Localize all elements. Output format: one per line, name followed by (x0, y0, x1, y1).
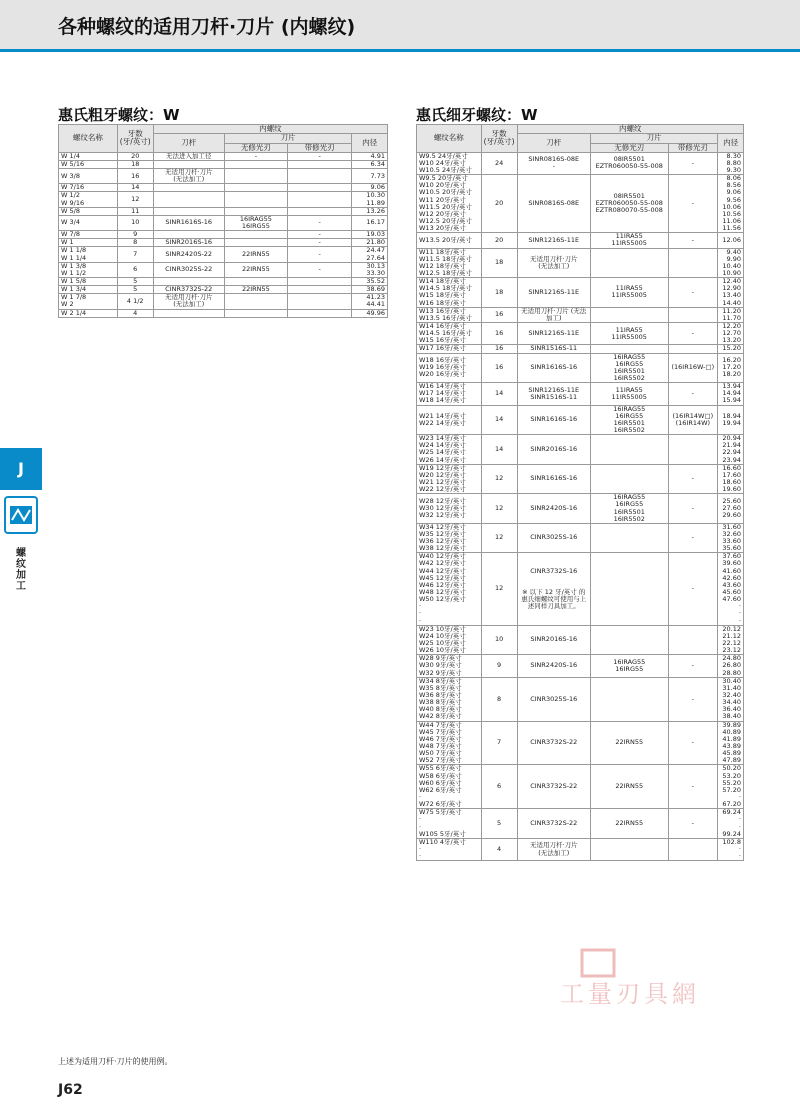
thread-name-cell: W 2 1/4 (59, 309, 118, 317)
tpi-cell: 16 (117, 169, 153, 184)
tpi-cell: 8 (117, 239, 153, 247)
table-row (59, 294, 388, 309)
wiper-cell (668, 345, 718, 353)
table-row (417, 322, 744, 344)
insert-cell: 11IRA55 11IR55005 (590, 233, 668, 248)
inner-dia-cell: 39.89 40.89 41.89 43.89 45.89 47.89 (718, 721, 744, 765)
table-row (417, 175, 744, 233)
tpi-cell: 5 (117, 286, 153, 294)
inner-dia-cell: 13.94 14.94 15.94 (718, 383, 744, 405)
table-row (417, 677, 744, 721)
wiper-cell: - (668, 322, 718, 344)
wiper-cell: - (668, 152, 718, 174)
tpi-cell: 7 (117, 247, 153, 262)
wiper-cell: - (668, 655, 718, 677)
table-row (417, 464, 744, 494)
table-row (417, 721, 744, 765)
thread-name-cell: W13.5 20牙/英寸 (417, 233, 482, 248)
table-row (417, 278, 744, 308)
thread-name-cell: W17 16牙/英寸 (417, 345, 482, 353)
table-row (417, 248, 744, 278)
tpi-cell: 20 (481, 175, 517, 233)
inner-dia-cell: 8.06 8.56 9.06 9.56 10.06 10.56 11.06 11.56 (718, 175, 744, 233)
insert-cell: 16IRAG55 16IRG55 16IR5501 16IR5502 (590, 353, 668, 383)
table-row (417, 838, 744, 860)
thread-name-cell: W 7/8 (59, 231, 118, 239)
holder-cell: CINR3732S-16 ※ 以下 12 牙/英寸 的惠氏细螺纹可使用与上述同样刀具加工。 (517, 553, 590, 625)
insert-cell: 22IRN55 (590, 721, 668, 765)
thread-name-cell: W 3/4 (59, 215, 118, 230)
table-row (417, 553, 744, 625)
wiper-cell: - (668, 233, 718, 248)
thread-name-cell: W 1/2 W 9/16 (59, 192, 118, 207)
insert-cell: 11IRA55 11IR55005 (590, 383, 668, 405)
table-row (417, 655, 744, 677)
wiper-cell (287, 278, 351, 286)
insert-cell: 22IRN55 (590, 809, 668, 839)
table-row (59, 184, 388, 192)
tpi-cell: 12 (481, 494, 517, 524)
thread-name-cell: W 1 1/8 W 1 1/4 (59, 247, 118, 262)
tpi-cell: 4 1/2 (117, 294, 153, 309)
header-no-wiper: 无修光刃 (224, 143, 287, 152)
thread-name-cell: W28 12牙/英寸 W30 12牙/英寸 W32 12牙/英寸 (417, 494, 482, 524)
table-row (417, 523, 744, 553)
thread-name-cell: W23 10牙/英寸 W24 10牙/英寸 W25 10牙/英寸 W26 10牙/英寸 (417, 625, 482, 655)
inner-dia-cell: 13.26 (352, 207, 388, 215)
wiper-cell (668, 248, 718, 278)
header-wiper: 带修光刃 (287, 143, 351, 152)
wiper-cell: - (668, 809, 718, 839)
thread-name-cell: W 1 3/8 W 1 1/2 (59, 262, 118, 277)
holder-cell: SINR0816S-08E (517, 175, 590, 233)
tpi-cell: 24 (481, 152, 517, 174)
wiper-cell: - (668, 383, 718, 405)
holder-cell: SINR2016S-16 (153, 239, 224, 247)
holder-cell: SINR2420S-16 (517, 494, 590, 524)
table-row (59, 247, 388, 262)
inner-dia-cell: 20.12 21.12 22.12 23.12 (718, 625, 744, 655)
insert-cell (224, 239, 287, 247)
wiper-cell: - (668, 278, 718, 308)
thread-name-cell: W 7/16 (59, 184, 118, 192)
thread-name-cell: W 1 (59, 239, 118, 247)
header-wiper: 带修光刃 (668, 143, 718, 152)
section-title-fine: 惠氏细牙螺纹：W (416, 106, 538, 124)
inner-dia-cell: 4.91 (352, 152, 388, 160)
wiper-cell: - (668, 677, 718, 721)
header-internal-thread: 内螺纹 (517, 125, 743, 134)
holder-cell: SINR2016S-16 (517, 435, 590, 465)
holder-cell: SINR1216S-11E (517, 278, 590, 308)
wiper-cell: - (668, 765, 718, 809)
inner-dia-cell: 41.23 44.41 (352, 294, 388, 309)
tpi-cell: 18 (481, 278, 517, 308)
coarse-thread-table (58, 124, 388, 318)
wiper-cell (287, 184, 351, 192)
thread-name-cell: W16 14牙/英寸 W17 14牙/英寸 W18 14牙/英寸 (417, 383, 482, 405)
wiper-cell: - (287, 262, 351, 277)
fine-thread-table (416, 124, 744, 861)
table-row (59, 309, 388, 317)
inner-dia-cell: 24.47 27.64 (352, 247, 388, 262)
tpi-cell: 16 (481, 345, 517, 353)
header-holder: 刀杆 (517, 134, 590, 153)
wiper-cell (668, 307, 718, 322)
thread-name-cell: W9.5 20牙/英寸 W10 20牙/英寸 W10.5 20牙/英寸 W11 20牙/英寸 W11.5 20牙/英寸 W12 20牙/英寸 W12.5 20牙/英寸 W13 20牙/英寸 (417, 175, 482, 233)
tpi-cell: 18 (481, 248, 517, 278)
header-thread-name: 螺纹名称 (59, 125, 118, 153)
inner-dia-cell: 38.69 (352, 286, 388, 294)
table-row (59, 262, 388, 277)
table-row (59, 169, 388, 184)
table-row (417, 435, 744, 465)
holder-cell (153, 192, 224, 207)
inner-dia-cell: 30.40 31.40 32.40 34.40 36.40 38.40 (718, 677, 744, 721)
holder-cell: CINR3025S-22 (153, 262, 224, 277)
header-inner-dia: 内径 (352, 134, 388, 153)
inner-dia-cell: 31.60 32.60 33.60 35.60 (718, 523, 744, 553)
insert-cell (224, 169, 287, 184)
inner-dia-cell: 50.20 53.20 55.20 57.20 · 67.20 (718, 765, 744, 809)
table-row (417, 809, 744, 839)
wiper-cell: - (287, 239, 351, 247)
wiper-cell (287, 207, 351, 215)
inner-dia-cell: 10.30 11.89 (352, 192, 388, 207)
footnote: 上述为适用刀杆·刀片的使用例。 (58, 1057, 173, 1066)
tpi-cell: 5 (117, 278, 153, 286)
inner-dia-cell: 18.94 19.94 (718, 405, 744, 435)
wiper-cell (287, 294, 351, 309)
thread-name-cell: W9.5 24牙/英寸 W10 24牙/英寸 W10.5 24牙/英寸 (417, 152, 482, 174)
thread-name-cell: W40 12牙/英寸 W42 12牙/英寸 W44 12牙/英寸 W45 12牙/英寸 W46 12牙/英寸 W48 12牙/英寸 W50 12牙/英寸 · · · (417, 553, 482, 625)
holder-cell: 无适用刀杆·刀片 (无法加工) (153, 294, 224, 309)
holder-cell: SINR0816S-08E - (517, 152, 590, 174)
insert-cell: 22IRN55 (224, 247, 287, 262)
inner-dia-cell: 12.40 12.90 13.40 14.40 (718, 278, 744, 308)
insert-cell (224, 160, 287, 168)
wiper-cell: - (287, 215, 351, 230)
wiper-cell: - (287, 152, 351, 160)
header-inner-dia: 内径 (718, 134, 744, 153)
tpi-cell: 14 (481, 405, 517, 435)
tpi-cell: 20 (481, 233, 517, 248)
insert-cell: 11IRA55 11IR55005 (590, 322, 668, 344)
wiper-cell: - (668, 494, 718, 524)
inner-dia-cell: 20.94 21.94 22.94 23.94 (718, 435, 744, 465)
wiper-cell: - (287, 247, 351, 262)
tpi-cell: 9 (481, 655, 517, 677)
header-insert: 刀片 (590, 134, 717, 143)
inner-dia-cell: 16.17 (352, 215, 388, 230)
insert-cell: 16IRAG55 16IRG55 16IR5501 16IR5502 (590, 405, 668, 435)
insert-cell (224, 192, 287, 207)
table-row (417, 625, 744, 655)
inner-dia-cell: 16.60 17.60 18.60 19.60 (718, 464, 744, 494)
thread-name-cell: W23 14牙/英寸 W24 14牙/英寸 W25 14牙/英寸 W26 14牙/英寸 (417, 435, 482, 465)
inner-dia-cell: 102.8 · · (718, 838, 744, 860)
holder-cell: SINR2016S-16 (517, 625, 590, 655)
inner-dia-cell: 21.80 (352, 239, 388, 247)
holder-cell: CINR3732S-22 (517, 721, 590, 765)
holder-cell: 无适用刀杆·刀片 (无法加工) (517, 248, 590, 278)
inner-dia-cell: 25.60 27.60 29.60 (718, 494, 744, 524)
insert-cell: 22IRN55 (224, 286, 287, 294)
holder-cell: SINR1216S-11E SINR1516S-11 (517, 383, 590, 405)
side-label-threading: 螺纹加工 (16, 548, 26, 592)
thread-name-cell: W19 12牙/英寸 W20 12牙/英寸 W21 12牙/英寸 W22 12牙/英寸 (417, 464, 482, 494)
thread-name-cell: W28 9牙/英寸 W30 9牙/英寸 W32 9牙/英寸 (417, 655, 482, 677)
holder-cell: SINR2420S-16 (517, 655, 590, 677)
thread-name-cell: W11 18牙/英寸 W11.5 18牙/英寸 W12 18牙/英寸 W12.5 18牙/英寸 (417, 248, 482, 278)
holder-cell (153, 309, 224, 317)
inner-dia-cell: 69.24 · · 99.24 (718, 809, 744, 839)
inner-dia-cell: 6.34 (352, 160, 388, 168)
tpi-cell: 11 (117, 207, 153, 215)
tpi-cell: 16 (481, 307, 517, 322)
holder-cell: CINR3025S-16 (517, 677, 590, 721)
insert-cell (590, 553, 668, 625)
inner-dia-cell: 9.06 (352, 184, 388, 192)
header-tpi: 牙数 (牙/英寸) (481, 125, 517, 153)
inner-dia-cell: 8.30 8.80 9.30 (718, 152, 744, 174)
insert-cell: - (224, 152, 287, 160)
tpi-cell: 12 (481, 523, 517, 553)
table-row (59, 152, 388, 160)
inner-dia-cell: 30.13 33.30 (352, 262, 388, 277)
tpi-cell: 4 (117, 309, 153, 317)
table-row (417, 307, 744, 322)
inner-dia-cell: 49.96 (352, 309, 388, 317)
tpi-cell: 14 (481, 383, 517, 405)
inner-dia-cell: 12.20 12.70 13.20 (718, 322, 744, 344)
insert-cell (590, 435, 668, 465)
tpi-cell: 6 (117, 262, 153, 277)
wiper-cell (287, 309, 351, 317)
holder-cell: SINR1216S-11E (517, 233, 590, 248)
tpi-cell: 4 (481, 838, 517, 860)
inner-dia-cell: 35.52 (352, 278, 388, 286)
wiper-cell: - (668, 523, 718, 553)
thread-name-cell: W75 5牙/英寸 · · W105 5牙/英寸 (417, 809, 482, 839)
threading-tool-icon (4, 496, 38, 534)
thread-name-cell: W55 6牙/英寸 W58 6牙/英寸 W60 6牙/英寸 W62 6牙/英寸 · W72 6牙/英寸 (417, 765, 482, 809)
thread-name-cell: W21 14牙/英寸 W22 14牙/英寸 (417, 405, 482, 435)
watermark-text: 工量刃具網 (560, 980, 700, 1008)
wiper-cell: - (668, 553, 718, 625)
thread-name-cell: W 5/8 (59, 207, 118, 215)
wiper-cell (287, 160, 351, 168)
thread-name-cell: W 1 3/4 (59, 286, 118, 294)
insert-cell (590, 307, 668, 322)
table-row (59, 239, 388, 247)
tpi-cell: 9 (117, 231, 153, 239)
insert-cell (590, 838, 668, 860)
thread-name-cell: W34 8牙/英寸 W35 8牙/英寸 W36 8牙/英寸 W38 8牙/英寸 W40 8牙/英寸 W42 8牙/英寸 (417, 677, 482, 721)
tpi-cell: 6 (481, 765, 517, 809)
table-row (59, 207, 388, 215)
holder-cell: SINR1616S-16 (517, 464, 590, 494)
section-title-coarse: 惠氏粗牙螺纹：W (58, 106, 180, 124)
title-bar (0, 0, 800, 52)
thread-name-cell: W 1/4 (59, 152, 118, 160)
tpi-cell: 14 (117, 184, 153, 192)
wiper-cell: - (668, 464, 718, 494)
table-row (417, 405, 744, 435)
insert-cell: 16IRAG55 16IRG55 16IR5501 16IR5502 (590, 494, 668, 524)
wiper-cell: - (668, 175, 718, 233)
insert-cell (590, 345, 668, 353)
insert-cell: 11IRA55 11IR55005 (590, 278, 668, 308)
tpi-cell: 14 (481, 435, 517, 465)
holder-cell: SINR1516S-11 (517, 345, 590, 353)
header-tpi: 牙数 (牙/英寸) (117, 125, 153, 153)
wiper-cell: (16IR14W□) (16IR14W) (668, 405, 718, 435)
thread-name-cell: W110 4牙/英寸 · · (417, 838, 482, 860)
table-row (417, 494, 744, 524)
thread-name-cell: W34 12牙/英寸 W35 12牙/英寸 W36 12牙/英寸 W38 12牙/英寸 (417, 523, 482, 553)
page-title: 各种螺纹的适用刀杆·刀片 (内螺纹) (58, 16, 356, 38)
wiper-cell (668, 838, 718, 860)
wiper-cell: - (287, 231, 351, 239)
holder-cell: CINR3732S-22 (517, 765, 590, 809)
tpi-cell: 20 (117, 152, 153, 160)
holder-cell: SINR1216S-11E (517, 322, 590, 344)
insert-cell: 08IR5501 EZTR060050-55-008 (590, 152, 668, 174)
tpi-cell: 5 (481, 809, 517, 839)
holder-cell (153, 184, 224, 192)
holder-cell: 无适用刀杆·刀片 (无法加工) (517, 838, 590, 860)
wiper-cell (668, 435, 718, 465)
table-row (417, 765, 744, 809)
thread-name-cell: W13 16牙/英寸 W13.5 16牙/英寸 (417, 307, 482, 322)
table-row (417, 383, 744, 405)
table-row (417, 233, 744, 248)
header-thread-name: 螺纹名称 (417, 125, 482, 153)
insert-cell (224, 184, 287, 192)
header-holder: 刀杆 (153, 134, 224, 153)
thread-name-cell: W 1 5/8 (59, 278, 118, 286)
thread-name-cell: W 3/8 (59, 169, 118, 184)
table-row (417, 152, 744, 174)
inner-dia-cell: 15.20 (718, 345, 744, 353)
inner-dia-cell: 24.80 26.80 28.80 (718, 655, 744, 677)
header-internal-thread: 内螺纹 (153, 125, 387, 134)
insert-cell (224, 231, 287, 239)
tpi-cell: 8 (481, 677, 517, 721)
insert-cell: 22IRN55 (590, 765, 668, 809)
inner-dia-cell: 16.20 17.20 18.20 (718, 353, 744, 383)
holder-cell: 无适用刀杆·刀片 (无法加工) (153, 169, 224, 184)
table-row (417, 345, 744, 353)
tpi-cell: 12 (481, 553, 517, 625)
tpi-cell: 10 (117, 215, 153, 230)
header-insert: 刀片 (224, 134, 352, 143)
table-row (417, 353, 744, 383)
holder-cell: CINR3732S-22 (153, 286, 224, 294)
holder-cell: CINR3732S-22 (517, 809, 590, 839)
watermark (560, 948, 740, 1008)
thread-name-cell: W14 18牙/英寸 W14.5 18牙/英寸 W15 18牙/英寸 W16 18牙/英寸 (417, 278, 482, 308)
inner-dia-cell: 12.06 (718, 233, 744, 248)
thread-name-cell: W18 16牙/英寸 W19 16牙/英寸 W20 16牙/英寸 (417, 353, 482, 383)
wiper-cell: - (668, 721, 718, 765)
inner-dia-cell: 7.73 (352, 169, 388, 184)
tpi-cell: 12 (481, 464, 517, 494)
insert-cell: 08IR5501 EZTR060050-55-008 EZTR080070-55-008 (590, 175, 668, 233)
tpi-cell: 16 (481, 353, 517, 383)
tpi-cell: 10 (481, 625, 517, 655)
table-row (59, 160, 388, 168)
inner-dia-cell: 9.40 9.90 10.40 10.90 (718, 248, 744, 278)
insert-cell (590, 464, 668, 494)
insert-cell: 16IRAG55 16IRG55 (590, 655, 668, 677)
insert-cell (224, 294, 287, 309)
holder-cell (153, 207, 224, 215)
table-row (59, 231, 388, 239)
thread-name-cell: W14 16牙/英寸 W14.5 16牙/英寸 W15 16牙/英寸 (417, 322, 482, 344)
table-row (59, 278, 388, 286)
wiper-cell (287, 169, 351, 184)
page-number: J62 (58, 1082, 83, 1098)
insert-cell (224, 309, 287, 317)
holder-cell: CINR3025S-16 (517, 523, 590, 553)
tpi-cell: 7 (481, 721, 517, 765)
wiper-cell (287, 286, 351, 294)
insert-cell (590, 523, 668, 553)
insert-cell (590, 677, 668, 721)
wiper-cell (287, 192, 351, 207)
holder-cell: SINR1616S-16 (517, 353, 590, 383)
section-tab-j[interactable]: J (0, 448, 42, 490)
inner-dia-cell: 37.60 39.60 41.60 42.60 43.60 45.60 47.60 · · · (718, 553, 744, 625)
wiper-cell: (16IR16W-□) (668, 353, 718, 383)
thread-name-cell: W 1 7/8 W 2 (59, 294, 118, 309)
wiper-cell (668, 625, 718, 655)
tpi-cell: 18 (117, 160, 153, 168)
holder-cell: SINR1616S-16 (517, 405, 590, 435)
insert-cell (590, 625, 668, 655)
thread-name-cell: W 5/16 (59, 160, 118, 168)
holder-cell: SINR1616S-16 (153, 215, 224, 230)
table-row (59, 286, 388, 294)
holder-cell: 无适用刀杆·刀片 (无法加工) (517, 307, 590, 322)
holder-cell: 无法进入加工径 (153, 152, 224, 160)
insert-cell (590, 248, 668, 278)
insert-cell: 22IRN55 (224, 262, 287, 277)
thread-name-cell: W44 7牙/英寸 W45 7牙/英寸 W46 7牙/英寸 W48 7牙/英寸 W50 7牙/英寸 W52 7牙/英寸 (417, 721, 482, 765)
insert-cell: 16IRAG55 16IRG55 (224, 215, 287, 230)
tpi-cell: 12 (117, 192, 153, 207)
table-row (59, 215, 388, 230)
tpi-cell: 16 (481, 322, 517, 344)
inner-dia-cell: 11.20 11.70 (718, 307, 744, 322)
holder-cell: SINR2420S-22 (153, 247, 224, 262)
inner-dia-cell: 19.03 (352, 231, 388, 239)
header-no-wiper: 无修光刃 (590, 143, 668, 152)
table-row (59, 192, 388, 207)
